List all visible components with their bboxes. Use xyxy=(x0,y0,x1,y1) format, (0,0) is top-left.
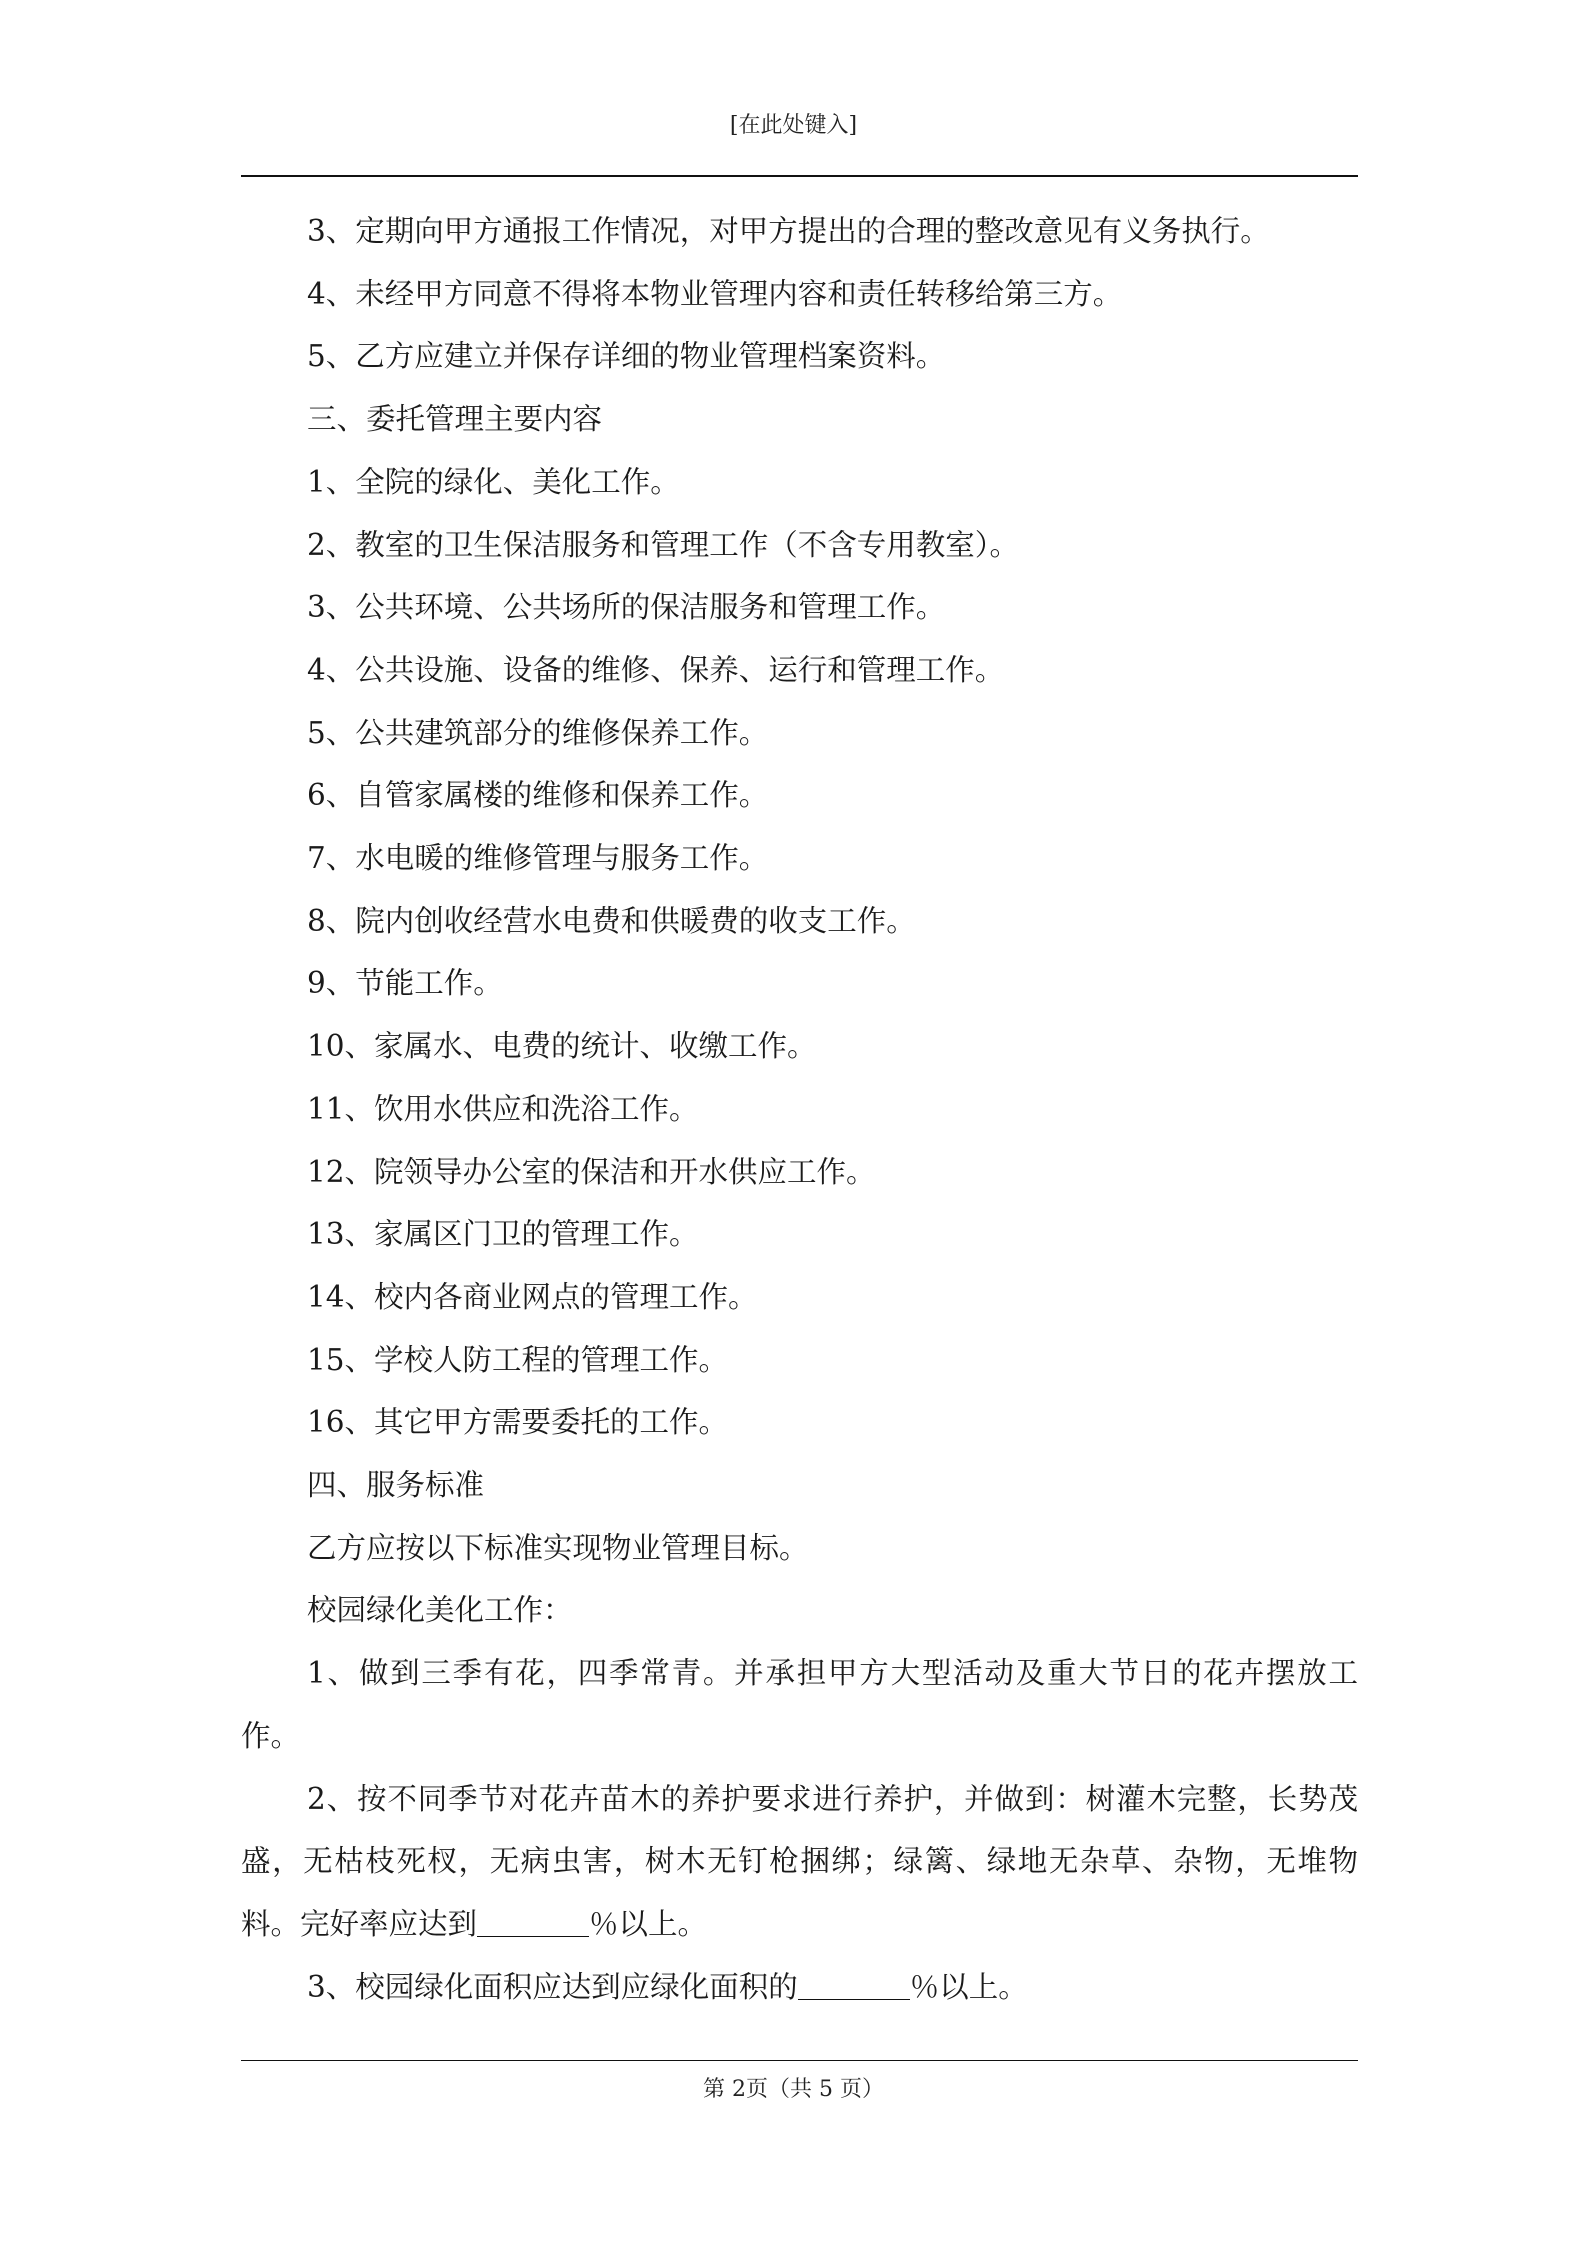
list-item: 13、家属区门卫的管理工作。 xyxy=(307,1217,699,1252)
document-body xyxy=(241,200,1358,2018)
list-item: 15、学校人防工程的管理工作。 xyxy=(307,1342,729,1377)
list-item: 16、其它甲方需要委托的工作。 xyxy=(307,1405,729,1440)
page-footer: 第 2页（共 5 页） xyxy=(703,2077,884,2102)
header-divider xyxy=(241,175,1358,177)
fill-in-blank xyxy=(477,1908,589,1937)
list-item: 14、校内各商业网点的管理工作。 xyxy=(307,1279,758,1314)
intro-sentence: 乙方应按以下标准实现物业管理目标。 xyxy=(307,1530,809,1565)
list-item: 9、节能工作。 xyxy=(307,966,503,1001)
plant-care-text: 2、按不同季节对花卉苗木的养护要求进行养护，并做到：树灌木完整，长势茂盛，无枯枝死杈，无病虫害，树木无钉枪捆绑；绿篱、绿地无杂草、杂物，无堆物料。完好率应达到 xyxy=(241,1781,1358,1941)
list-item: 7、水电暖的维修管理与服务工作。 xyxy=(307,841,769,876)
paragraph-plant-care xyxy=(241,1768,1358,1956)
section-heading-3: 三、委托管理主要内容 xyxy=(307,402,603,437)
green-area-text: 3、校园绿化面积应达到应绿化面积的 xyxy=(307,1969,798,2004)
list-item: 5、公共建筑部分的维修保养工作。 xyxy=(307,715,769,750)
footer-divider xyxy=(241,2060,1358,2061)
list-item: 8、院内创收经营水电费和供暖费的收支工作。 xyxy=(307,903,916,938)
list-item: 6、自管家属楼的维修和保养工作。 xyxy=(307,778,769,813)
plant-care-suffix: ％以上。 xyxy=(589,1906,708,1941)
paragraph-flowers: 1、做到三季有花，四季常青。并承担甲方大型活动及重大节日的花卉摆放工作。 xyxy=(241,1656,1358,1753)
fill-in-blank xyxy=(798,1971,910,2000)
list-item: 2、教室的卫生保洁服务和管理工作（不含专用教室）。 xyxy=(307,527,1020,562)
list-item: 4、公共设施、设备的维修、保养、运行和管理工作。 xyxy=(307,652,1005,687)
green-area-suffix: ％以上。 xyxy=(909,1969,1028,2004)
clause-report-work: 3、定期向甲方通报工作情况，对甲方提出的合理的整改意见有义务执行。 xyxy=(307,214,1270,248)
list-item: 12、院领导办公室的保洁和开水供应工作。 xyxy=(307,1154,876,1189)
list-item: 11、饮用水供应和洗浴工作。 xyxy=(307,1091,699,1126)
list-item: 3、公共环境、公共场所的保洁服务和管理工作。 xyxy=(307,590,946,625)
page-header: [在此处键入] xyxy=(729,113,858,138)
paragraph-green-area xyxy=(241,1956,1358,2019)
clause-archive: 5、乙方应建立并保存详细的物业管理档案资料。 xyxy=(307,339,946,374)
list-item: 1、全院的绿化、美化工作。 xyxy=(307,464,680,499)
subsection-heading-greening: 校园绿化美化工作： xyxy=(307,1593,573,1628)
list-item: 10、家属水、电费的统计、收缴工作。 xyxy=(307,1029,817,1064)
section-heading-4: 四、服务标准 xyxy=(307,1468,485,1503)
clause-no-transfer: 4、未经甲方同意不得将本物业管理内容和责任转移给第三方。 xyxy=(307,276,1123,311)
